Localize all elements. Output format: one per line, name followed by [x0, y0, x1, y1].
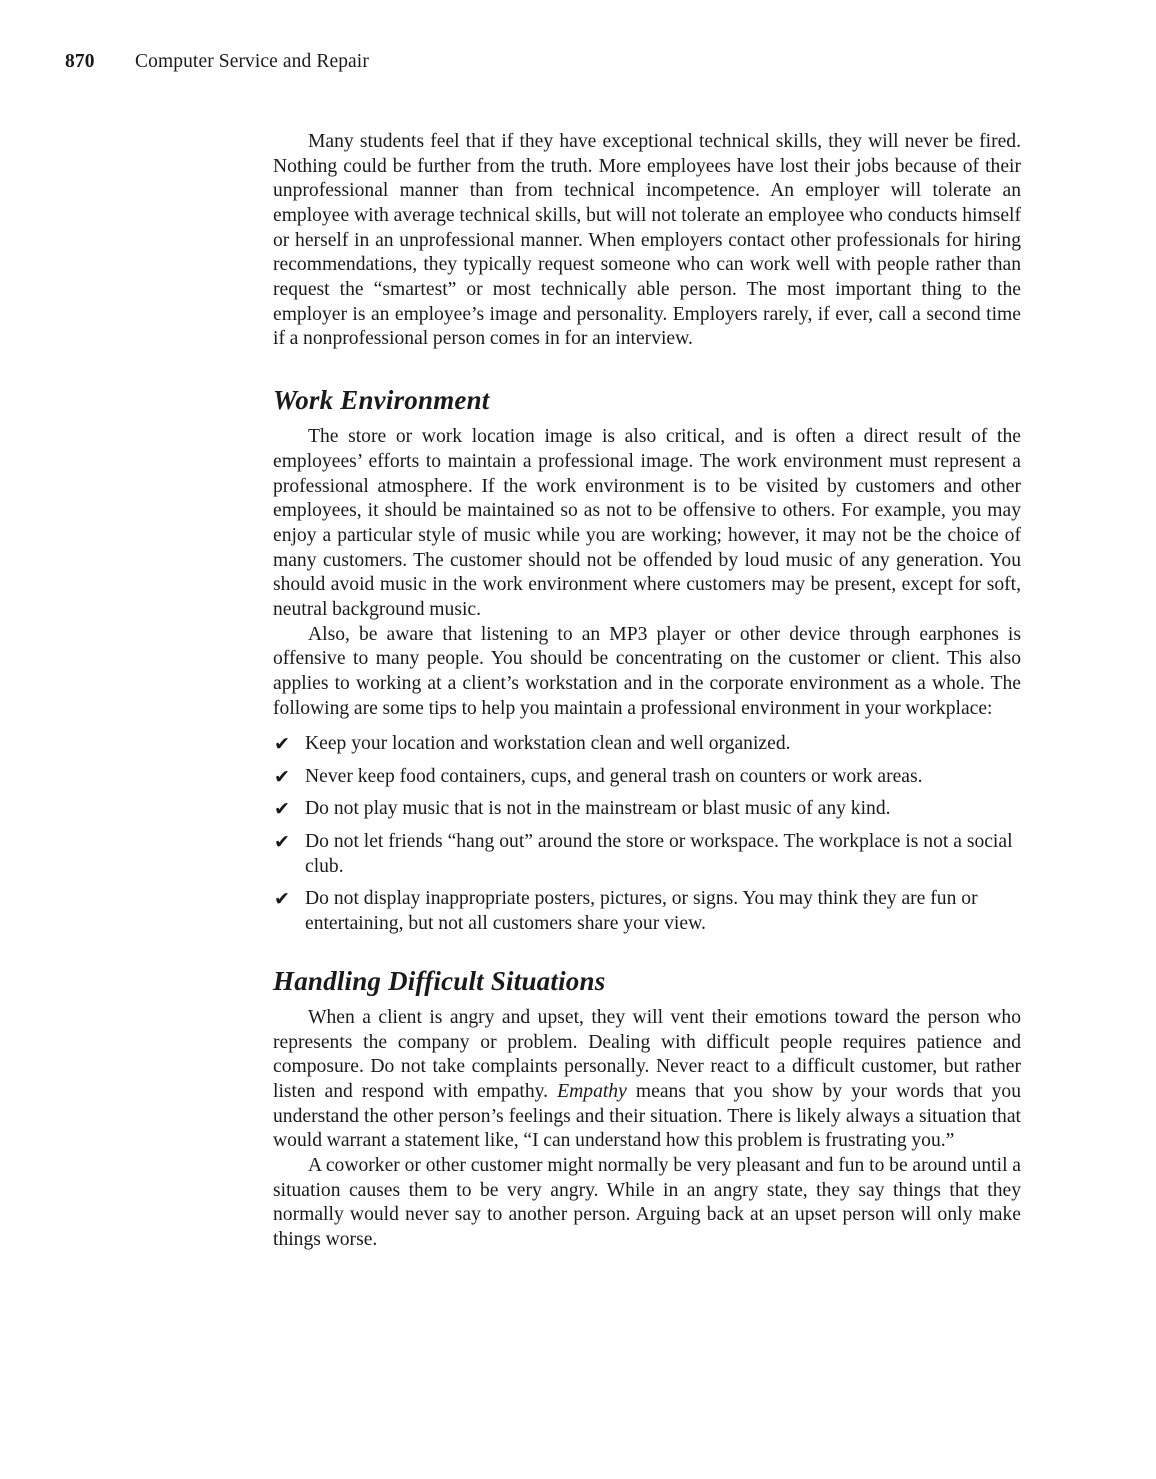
- list-item-text: Keep your location and workstation clean and well organized.: [305, 733, 791, 755]
- checkmark-icon: ✔: [274, 765, 290, 788]
- checkmark-icon: ✔: [274, 888, 290, 911]
- checkmark-icon: ✔: [274, 798, 290, 821]
- paragraph: The store or work location image is also critical, and is often a direct result of the employees’ efforts to maintain a professional image. The work environment must represent a professional atmosphere. If the work environment is to be visited by customers and other employees, it should be maintained so as not to be offensive to others. For example, you may enjoy a particular style of music while you are working; however, it may not be the choice of many customers. The customer should not be offended by loud music of any generation. You should avoid music in the work environment where customers may be present, except for soft, neutral background music.: [273, 426, 1021, 620]
- checkmark-icon: ✔: [274, 733, 290, 756]
- intro-paragraph: Many students feel that if they have exceptional technical skills, they will never be fired. Nothing could be further from the truth. More employees have lost their jobs because of their unprofessional manner than from technical incompetence. An employer will tolerate an employee with average technical skills, but will not tolerate an employee who conducts himself or herself in an unprofessional manner. When employers contact other professionals for hiring recommendations, they typically request someone who can work well with people rather than request the “smartest” or most technically able person. The most important thing to the employer is an employee’s image and personality. Employers rarely, if ever, call a second time if a nonprofessional person comes in for an interview.: [273, 131, 1021, 350]
- list-item: [273, 887, 1021, 936]
- list-item: [273, 797, 1021, 822]
- running-head-title: Computer Service and Repair: [135, 51, 369, 72]
- list-item: [273, 830, 1021, 879]
- list-item-text: Do not display inappropriate posters, pictures, or signs. You may think they are fun or entertaining, but not all customers share your view.: [305, 888, 978, 935]
- section-heading-work-environment: Work Environment: [273, 384, 490, 415]
- paragraph: Also, be aware that listening to an MP3 player or other device through earphones is offensive to many people. You should be concentrating on the customer or client. This also applies to working at a client’s workstation and in the corporate environment as a whole. The following are some tips to help you maintain a professional environment in your workplace:: [273, 623, 1021, 719]
- paragraph: A coworker or other customer might normally be very pleasant and fun to be around until a situation causes them to be very angry. While in an angry state, they say things that they normally would never say to another person. Arguing back at an upset person will only make things worse.: [273, 1155, 1021, 1251]
- running-head: [65, 51, 369, 73]
- tips-checklist: [273, 732, 1021, 937]
- text-column: [273, 130, 1021, 1253]
- paragraph: [273, 1006, 1021, 1154]
- spacer: [273, 937, 1021, 965]
- list-item-text: Do not play music that is not in the mainstream or blast music of any kind.: [305, 798, 891, 820]
- spacer: [273, 352, 1021, 384]
- list-item: [273, 765, 1021, 790]
- list-item-text: Do not let friends “hang out” around the store or workspace. The workplace is not a social club.: [305, 831, 1013, 877]
- emphasized-term: Empathy: [557, 1081, 627, 1103]
- paragraph-text-before: When a client is angry and upset, they will vent their emotions toward the person who represents the company or problem. Dealing with difficult people requires patience and composure. Do not take complaints personally. Never react to a difficult customer, but rather listen and respond with empathy.: [273, 1007, 1021, 1103]
- paragraph-text-after: means that you show by your words that you understand the other person’s feelings and their situation. There is likely always a situation that would warrant a statement like, “I can understand how this problem is frustrating you.”: [273, 1081, 1021, 1152]
- section-heading-handling-difficult-situations: Handling Difficult Situations: [273, 965, 606, 996]
- list-item: [273, 732, 1021, 757]
- list-item-text: Never keep food containers, cups, and general trash on counters or work areas.: [305, 765, 923, 787]
- page-number: 870: [65, 51, 95, 72]
- checkmark-icon: ✔: [274, 831, 290, 854]
- spacer: [273, 416, 1021, 425]
- spacer: [273, 721, 1021, 732]
- spacer: [273, 997, 1021, 1006]
